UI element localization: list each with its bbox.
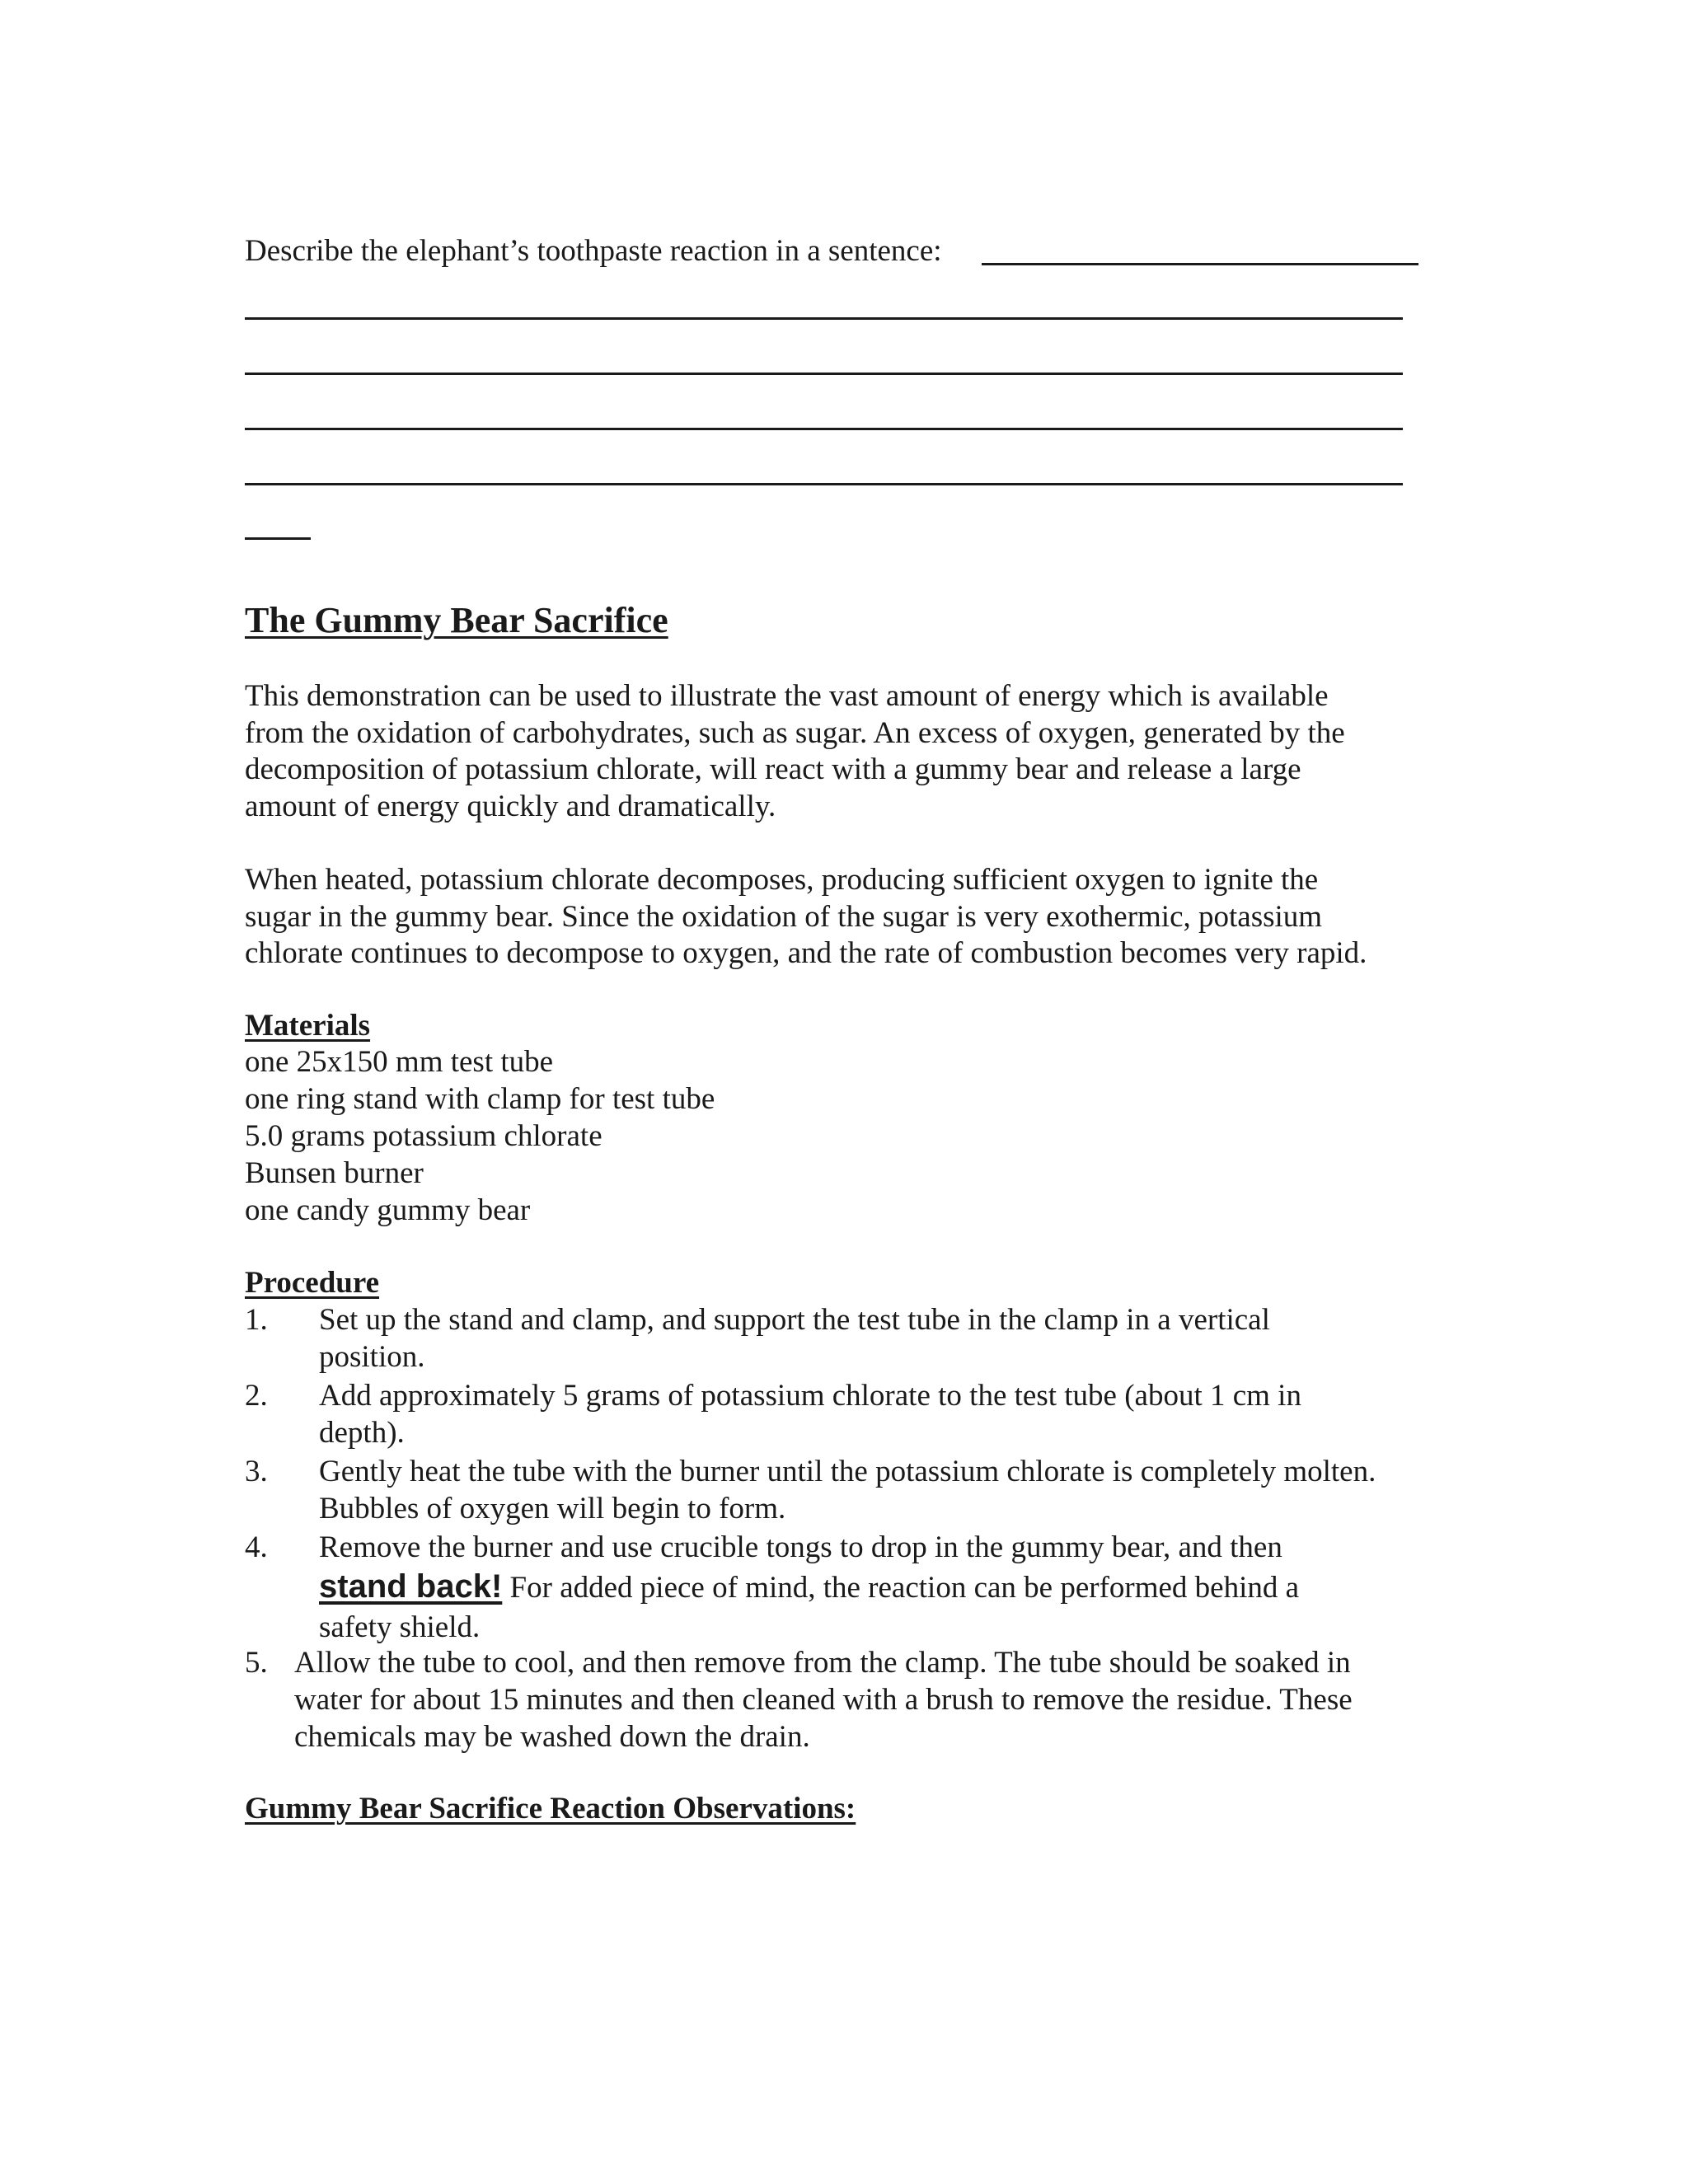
step-2-text — [319, 1377, 1301, 1451]
stand-back-warning: stand back! — [319, 1568, 503, 1605]
list-item: one ring stand with clamp for test tube — [245, 1082, 715, 1116]
list-item: 5.0 grams potassium chlorate — [245, 1119, 603, 1153]
paragraph-line: This demonstration can be used to illustrate the vast amount of energy which is available — [245, 679, 1329, 713]
step-line: position. — [319, 1340, 425, 1374]
materials-heading: Materials — [245, 1009, 371, 1043]
step-number: 2. — [245, 1379, 268, 1413]
answer-blank-line-4[interactable] — [245, 483, 1403, 485]
step-line — [319, 1566, 1299, 1609]
answer-blank-line-5[interactable] — [245, 537, 311, 540]
paragraph-line: chlorate continues to decompose to oxygen, and the rate of combustion becomes very rapid. — [245, 936, 1367, 970]
list-item: Bunsen burner — [245, 1156, 424, 1190]
step-line: safety shield. — [319, 1610, 481, 1644]
step-line: chemicals may be washed down the drain. — [294, 1720, 810, 1754]
step-line: Allow the tube to cool, and then remove from the clamp. The tube should be soaked in — [294, 1646, 1351, 1680]
step-5-text — [294, 1644, 1353, 1755]
paragraph-line: When heated, potassium chlorate decomposes, producing sufficient oxygen to ignite the — [245, 863, 1319, 897]
prompt-text: Describe the elephant’s toothpaste reaction in a sentence: — [245, 234, 942, 268]
paragraph-line: sugar in the gummy bear. Since the oxidation of the sugar is very exothermic, potassium — [245, 899, 1323, 934]
section-title: The Gummy Bear Sacrifice — [245, 600, 668, 640]
intro-paragraph-1 — [245, 678, 1440, 825]
step-3-text — [319, 1453, 1376, 1527]
paragraph-line: amount of energy quickly and dramatically. — [245, 789, 776, 823]
step-line: Gently heat the tube with the burner until the potassium chlorate is completely molten. — [319, 1455, 1376, 1488]
materials-list — [245, 1043, 715, 1229]
paragraph-line: from the oxidation of carbohydrates, such as sugar. An excess of oxygen, generated by the — [245, 715, 1345, 750]
answer-blank-line-3[interactable] — [245, 428, 1403, 430]
answer-blank-inline[interactable] — [982, 263, 1418, 265]
step-number: 5. — [245, 1646, 268, 1680]
step-1-text — [319, 1301, 1270, 1376]
answer-blank-line-1[interactable] — [245, 317, 1403, 320]
answer-blank-line-2[interactable] — [245, 373, 1403, 375]
list-item: one candy gummy bear — [245, 1193, 531, 1227]
step-line: water for about 15 minutes and then cleaned with a brush to remove the residue. These — [294, 1683, 1353, 1717]
step-line: Set up the stand and clamp, and support the test tube in the clamp in a vertical — [319, 1303, 1270, 1337]
step-line: Remove the burner and use crucible tongs to drop in the gummy bear, and then — [319, 1530, 1282, 1564]
step-line: depth). — [319, 1416, 405, 1450]
step-line: Add approximately 5 grams of potassium chlorate to the test tube (about 1 cm in — [319, 1379, 1301, 1413]
step-line-rest: For added piece of mind, the reaction can be performed behind a — [502, 1571, 1300, 1605]
paragraph-line: decomposition of potassium chlorate, will react with a gummy bear and release a large — [245, 752, 1301, 786]
step-number: 1. — [245, 1303, 268, 1337]
intro-paragraph-2 — [245, 862, 1440, 972]
step-number: 4. — [245, 1530, 268, 1564]
step-line: Bubbles of oxygen will begin to form. — [319, 1492, 786, 1526]
observations-heading: Gummy Bear Sacrifice Reaction Observations: — [245, 1792, 856, 1825]
procedure-heading: Procedure — [245, 1266, 380, 1300]
step-4-text — [319, 1529, 1299, 1646]
list-item: one 25x150 mm test tube — [245, 1045, 554, 1079]
step-number: 3. — [245, 1455, 268, 1488]
